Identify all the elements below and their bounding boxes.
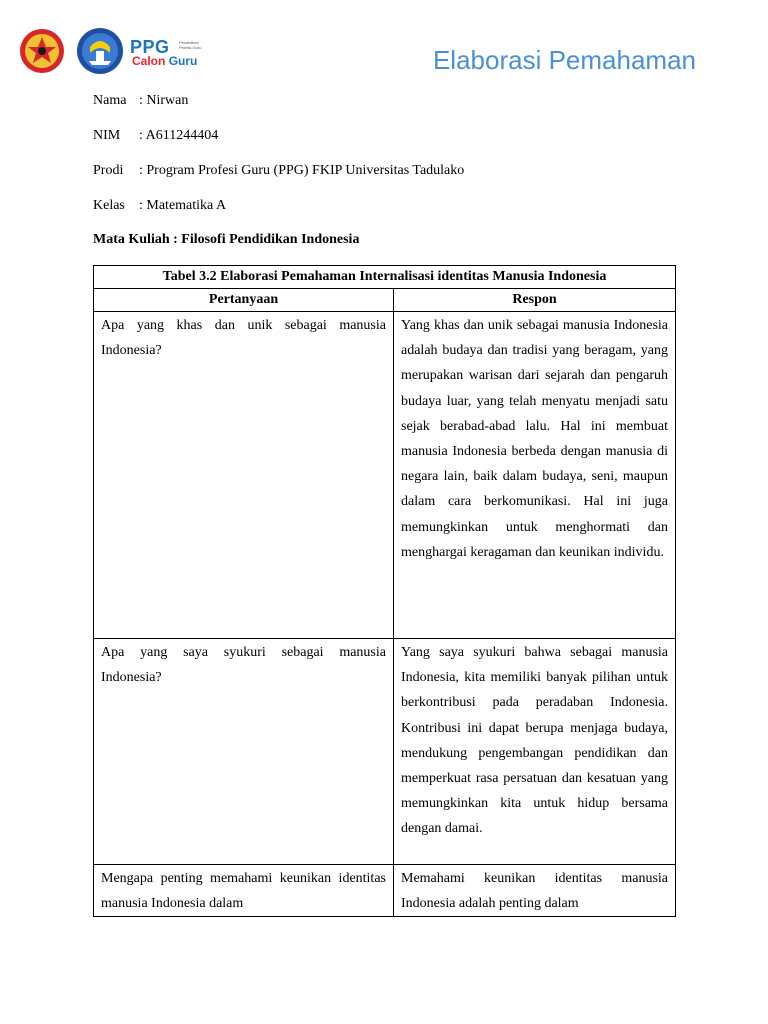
ppg-tagline-guru: Guru <box>168 54 198 68</box>
info-nama <box>93 92 188 110</box>
course-title: Mata Kuliah : Filosofi Pendidikan Indonesia <box>93 232 360 247</box>
ppg-calon-guru-logo <box>130 38 210 72</box>
table-row <box>94 865 676 917</box>
table-header-row <box>94 289 676 312</box>
ppg-brand: PPG <box>130 37 170 57</box>
prodi-label: Prodi <box>93 163 124 178</box>
ppg-tagline-calon: Calon <box>132 54 166 68</box>
kelas-label: Kelas <box>93 198 125 213</box>
table-caption: Tabel 3.2 Elaborasi Pemahaman Internalisasi identitas Manusia Indonesia <box>94 266 676 289</box>
page-header <box>0 0 768 90</box>
question-cell: Apa yang saya syukuri sebagai manusia Indonesia? <box>94 639 394 865</box>
nim-label: NIM <box>93 128 121 143</box>
elaboration-table <box>93 265 676 917</box>
question-cell: Mengapa penting memahami keunikan identitas manusia Indonesia dalam <box>94 865 394 917</box>
nama-value: : Nirwan <box>139 93 189 108</box>
response-cell: Yang saya syukuri bahwa sebagai manusia Indonesia, kita memiliki banyak pilihan untuk berkontribusi pada peradaban Indonesia. Kontribusi ini dapat berupa menjaga budaya, mendukung pengembangan pendidikan dan memperkuat rasa persatuan dan kesatuan yang memungkinkan kita untuk hidup bersama dengan damai. <box>394 639 676 865</box>
table-row <box>94 639 676 865</box>
document-title: Elaborasi Pemahaman <box>432 45 696 75</box>
response-cell: Yang khas dan unik sebagai manusia Indonesia adalah budaya dan tradisi yang beragam, yang merupakan warisan dari sejarah dan pengaruh budaya luar, yang telah menyatu menjadi satu sejak berabad-abad lalu. Hal ini membuat manusia Indonesia berbeda dengan manusia di negara lain, baik dalam budaya, seni, maupun dalam cara berkomunikasi. Hal ini juga memungkinkan untuk menghormati dan menghargai keragaman dan keunikan individu. <box>394 312 676 639</box>
question-cell: Apa yang khas dan unik sebagai manusia Indonesia? <box>94 312 394 639</box>
column-header-pertanyaan: Pertanyaan <box>94 289 394 312</box>
nim-value: : A611244404 <box>139 128 219 143</box>
info-kelas <box>93 197 226 215</box>
info-nim <box>93 127 218 145</box>
column-header-respon: Respon <box>394 289 676 312</box>
table-caption-row <box>94 266 676 289</box>
ppg-tagline <box>132 55 197 67</box>
nama-label: Nama <box>93 93 127 108</box>
untad-logo-icon <box>19 28 65 74</box>
info-prodi <box>93 162 464 180</box>
prodi-value: : Program Profesi Guru (PPG) FKIP Universitas Tadulako <box>139 163 465 178</box>
table-row <box>94 312 676 639</box>
kelas-value: : Matematika A <box>139 198 227 213</box>
response-cell: Memahami keunikan identitas manusia Indonesia adalah penting dalam <box>394 865 676 917</box>
ppg-subtitle: Pendidikan Profesi Guru <box>179 40 202 50</box>
tut-wuri-handayani-logo-icon <box>75 27 125 75</box>
